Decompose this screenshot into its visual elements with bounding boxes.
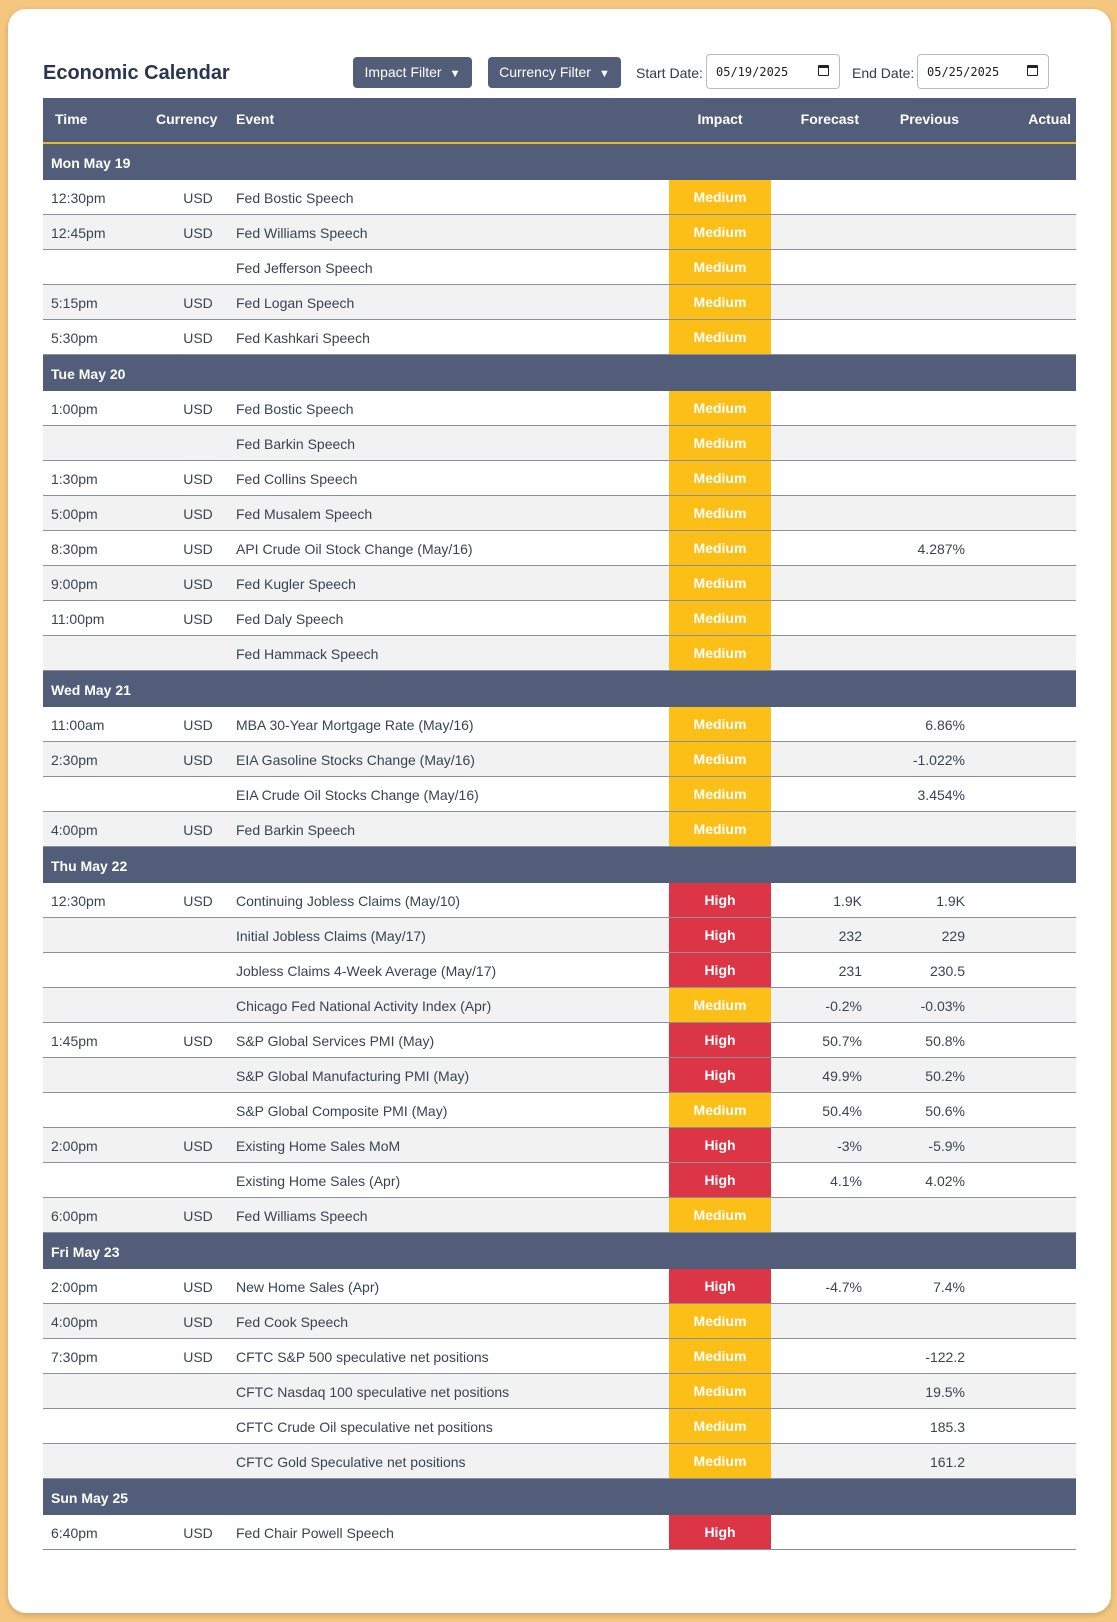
currency-cell: USD <box>183 225 213 241</box>
event-cell: Fed Barkin Speech <box>236 822 356 838</box>
time-cell: 5:00pm <box>51 506 98 522</box>
table-row[interactable] <box>43 1023 1076 1058</box>
impact-badge: High <box>669 1128 771 1162</box>
previous-cell: -122.2 <box>925 1349 965 1365</box>
column-header-actual[interactable]: Actual <box>1028 111 1071 127</box>
event-cell: Fed Collins Speech <box>236 471 358 487</box>
table-row[interactable] <box>43 988 1076 1023</box>
event-cell: EIA Gasoline Stocks Change (May/16) <box>236 752 475 768</box>
forecast-cell: 1.9K <box>833 893 862 909</box>
currency-cell: USD <box>183 401 213 417</box>
currency-cell: USD <box>183 1138 213 1154</box>
column-header-event[interactable]: Event <box>236 111 275 127</box>
table-row[interactable] <box>43 215 1076 250</box>
table-row[interactable] <box>43 1515 1076 1550</box>
table-row[interactable] <box>43 250 1076 285</box>
time-cell: 4:00pm <box>51 822 98 838</box>
start-date-input[interactable] <box>706 54 840 89</box>
time-cell: 12:45pm <box>51 225 106 241</box>
forecast-cell: -4.7% <box>825 1279 862 1295</box>
table-row[interactable] <box>43 496 1076 531</box>
day-label: Tue May 20 <box>51 366 126 382</box>
table-row[interactable] <box>43 1198 1076 1233</box>
currency-cell: USD <box>183 295 213 311</box>
impact-badge: Medium <box>669 601 771 635</box>
currency-cell: USD <box>183 1525 213 1541</box>
time-cell: 2:00pm <box>51 1138 98 1154</box>
time-cell: 11:00am <box>51 717 105 733</box>
impact-badge: Medium <box>669 1409 771 1443</box>
event-cell: Existing Home Sales MoM <box>236 1138 401 1154</box>
time-cell: 11:00pm <box>51 611 105 627</box>
previous-cell: -5.9% <box>928 1138 965 1154</box>
event-cell: Fed Bostic Speech <box>236 190 354 206</box>
day-label: Fri May 23 <box>51 1244 120 1260</box>
event-cell: Fed Cook Speech <box>236 1314 349 1330</box>
event-cell: S&P Global Composite PMI (May) <box>236 1103 448 1119</box>
impact-badge: High <box>669 953 771 987</box>
event-cell: New Home Sales (Apr) <box>236 1279 380 1295</box>
impact-badge: Medium <box>669 988 771 1022</box>
table-row[interactable] <box>43 566 1076 601</box>
table-row[interactable] <box>43 777 1076 812</box>
previous-cell: 7.4% <box>933 1279 965 1295</box>
table-row[interactable] <box>43 426 1076 461</box>
column-header-previous[interactable]: Previous <box>899 111 959 127</box>
currency-cell: USD <box>183 893 213 909</box>
impact-badge: Medium <box>669 461 771 495</box>
column-header-time[interactable]: Time <box>55 111 88 127</box>
table-row[interactable] <box>43 636 1076 671</box>
table-row[interactable] <box>43 1444 1076 1479</box>
table-header <box>43 98 1076 144</box>
event-cell: MBA 30-Year Mortgage Rate (May/16) <box>236 717 474 733</box>
impact-badge: High <box>669 918 771 952</box>
event-cell: Fed Kugler Speech <box>236 576 356 592</box>
forecast-cell: 231 <box>838 963 862 979</box>
forecast-cell: 49.9% <box>822 1068 862 1084</box>
previous-cell: 229 <box>941 928 965 944</box>
previous-cell: 50.2% <box>925 1068 965 1084</box>
previous-cell: 4.287% <box>917 541 965 557</box>
table-row[interactable] <box>43 1374 1076 1409</box>
day-header-row <box>43 847 1076 883</box>
previous-cell: -1.022% <box>912 752 965 768</box>
impact-badge: Medium <box>669 1339 771 1373</box>
forecast-cell: -0.2% <box>825 998 862 1014</box>
impact-filter-button[interactable] <box>353 57 472 88</box>
previous-cell: 6.86% <box>925 717 965 733</box>
table-row[interactable] <box>43 707 1076 742</box>
currency-cell: USD <box>183 541 213 557</box>
impact-badge: Medium <box>669 1093 771 1127</box>
currency-cell: USD <box>183 1314 213 1330</box>
event-cell: Fed Musalem Speech <box>236 506 373 522</box>
table-row[interactable] <box>43 1409 1076 1444</box>
time-cell: 1:00pm <box>51 401 98 417</box>
table-row[interactable] <box>43 320 1076 355</box>
impact-badge: Medium <box>669 812 771 846</box>
table-row[interactable] <box>43 742 1076 777</box>
impact-badge: Medium <box>669 426 771 460</box>
time-cell: 2:00pm <box>51 1279 98 1295</box>
calendar-header <box>43 47 1076 91</box>
impact-badge: Medium <box>669 1374 771 1408</box>
event-cell: Fed Williams Speech <box>236 225 368 241</box>
day-header-row <box>43 144 1076 180</box>
end-date-input[interactable] <box>917 54 1049 89</box>
previous-cell: 50.8% <box>925 1033 965 1049</box>
impact-badge: Medium <box>669 707 771 741</box>
impact-badge: Medium <box>669 285 771 319</box>
column-header-impact[interactable]: Impact <box>697 111 743 127</box>
table-row[interactable] <box>43 1304 1076 1339</box>
impact-badge: Medium <box>669 636 771 670</box>
table-row[interactable] <box>43 953 1076 988</box>
table-row[interactable] <box>43 1269 1076 1304</box>
event-cell: Fed Chair Powell Speech <box>236 1525 394 1541</box>
start-date-value: 05/19/2025 <box>716 65 789 79</box>
previous-cell: -0.03% <box>920 998 965 1014</box>
event-cell: CFTC S&P 500 speculative net positions <box>236 1349 489 1365</box>
end-date-value: 05/25/2025 <box>927 65 1000 79</box>
end-date-label: End Date: <box>852 65 915 81</box>
currency-cell: USD <box>183 717 213 733</box>
column-header-currency[interactable]: Currency <box>156 111 218 127</box>
impact-filter-label: Impact Filter <box>364 64 442 80</box>
impact-badge: High <box>669 883 771 917</box>
forecast-cell: -3% <box>837 1138 862 1154</box>
event-cell: S&P Global Manufacturing PMI (May) <box>236 1068 470 1084</box>
time-cell: 12:30pm <box>51 190 106 206</box>
currency-cell: USD <box>183 611 213 627</box>
forecast-cell: 50.4% <box>822 1103 862 1119</box>
caret-down-icon: ▼ <box>449 68 461 80</box>
day-header-row <box>43 355 1076 391</box>
table-row[interactable] <box>43 1128 1076 1163</box>
event-cell: Fed Jefferson Speech <box>236 260 373 276</box>
impact-badge: Medium <box>669 320 771 354</box>
day-header-row <box>43 671 1076 707</box>
impact-badge: Medium <box>669 742 771 776</box>
table-row[interactable] <box>43 285 1076 320</box>
impact-badge: High <box>669 1058 771 1092</box>
event-cell: Initial Jobless Claims (May/17) <box>236 928 426 944</box>
impact-badge: Medium <box>669 215 771 249</box>
impact-badge: High <box>669 1269 771 1303</box>
event-cell: EIA Crude Oil Stocks Change (May/16) <box>236 787 479 803</box>
table-row[interactable] <box>43 391 1076 426</box>
day-header-row <box>43 1233 1076 1269</box>
table-row[interactable] <box>43 180 1076 215</box>
event-cell: API Crude Oil Stock Change (May/16) <box>236 541 473 557</box>
table-body <box>43 144 1076 1550</box>
previous-cell: 3.454% <box>917 787 965 803</box>
currency-cell: USD <box>183 1208 213 1224</box>
event-cell: Continuing Jobless Claims (May/10) <box>236 893 461 909</box>
event-cell: S&P Global Services PMI (May) <box>236 1033 435 1049</box>
event-cell: CFTC Crude Oil speculative net positions <box>236 1419 493 1435</box>
time-cell: 7:30pm <box>51 1349 98 1365</box>
currency-cell: USD <box>183 752 213 768</box>
table-row[interactable] <box>43 1093 1076 1128</box>
currency-cell: USD <box>183 190 213 206</box>
impact-badge: Medium <box>669 1304 771 1338</box>
previous-cell: 161.2 <box>929 1454 965 1470</box>
impact-badge: Medium <box>669 250 771 284</box>
calendar-table <box>43 98 1076 1550</box>
forecast-cell: 4.1% <box>830 1173 862 1189</box>
event-cell: CFTC Gold Speculative net positions <box>236 1454 466 1470</box>
calendar-icon[interactable] <box>818 65 829 76</box>
previous-cell: 4.02% <box>925 1173 965 1189</box>
event-cell: Fed Hammack Speech <box>236 646 379 662</box>
impact-badge: High <box>669 1023 771 1057</box>
previous-cell: 1.9K <box>936 893 965 909</box>
currency-cell: USD <box>183 471 213 487</box>
impact-badge: Medium <box>669 496 771 530</box>
impact-badge: Medium <box>669 1444 771 1478</box>
table-row[interactable] <box>43 1163 1076 1198</box>
table-row[interactable] <box>43 531 1076 566</box>
currency-cell: USD <box>183 330 213 346</box>
impact-badge: Medium <box>669 777 771 811</box>
event-cell: CFTC Nasdaq 100 speculative net positions <box>236 1384 510 1400</box>
day-label: Thu May 22 <box>51 858 128 874</box>
previous-cell: 50.6% <box>925 1103 965 1119</box>
previous-cell: 230.5 <box>929 963 965 979</box>
table-row[interactable] <box>43 1339 1076 1374</box>
time-cell: 2:30pm <box>51 752 98 768</box>
forecast-cell: 50.7% <box>822 1033 862 1049</box>
impact-badge: Medium <box>669 391 771 425</box>
calendar-card <box>8 9 1111 1613</box>
time-cell: 6:00pm <box>51 1208 98 1224</box>
currency-cell: USD <box>183 1279 213 1295</box>
impact-badge: Medium <box>669 531 771 565</box>
impact-badge: Medium <box>669 180 771 214</box>
event-cell: Existing Home Sales (Apr) <box>236 1173 401 1189</box>
page-title: Economic Calendar <box>43 62 230 84</box>
time-cell: 6:40pm <box>51 1525 98 1541</box>
time-cell: 4:00pm <box>51 1314 98 1330</box>
currency-filter-label: Currency Filter <box>499 64 591 80</box>
currency-cell: USD <box>183 576 213 592</box>
impact-badge: Medium <box>669 566 771 600</box>
table-row[interactable] <box>43 461 1076 496</box>
event-cell: Fed Barkin Speech <box>236 436 356 452</box>
previous-cell: 19.5% <box>925 1384 965 1400</box>
currency-cell: USD <box>183 1033 213 1049</box>
time-cell: 1:45pm <box>51 1033 98 1049</box>
event-cell: Fed Logan Speech <box>236 295 355 311</box>
day-label: Mon May 19 <box>51 155 131 171</box>
previous-cell: 185.3 <box>929 1419 965 1435</box>
table-row[interactable] <box>43 1058 1076 1093</box>
time-cell: 5:15pm <box>51 295 98 311</box>
impact-badge: Medium <box>669 1198 771 1232</box>
currency-cell: USD <box>183 822 213 838</box>
table-row[interactable] <box>43 883 1076 918</box>
event-cell: Fed Williams Speech <box>236 1208 368 1224</box>
time-cell: 1:30pm <box>51 471 98 487</box>
time-cell: 5:30pm <box>51 330 98 346</box>
day-label: Wed May 21 <box>51 682 131 698</box>
time-cell: 12:30pm <box>51 893 106 909</box>
currency-cell: USD <box>183 506 213 522</box>
forecast-cell: 232 <box>838 928 862 944</box>
impact-badge: High <box>669 1515 771 1549</box>
calendar-icon[interactable] <box>1027 65 1038 76</box>
table-row[interactable] <box>43 601 1076 636</box>
start-date-label: Start Date: <box>636 65 703 81</box>
event-cell: Fed Daly Speech <box>236 611 344 627</box>
column-header-forecast[interactable]: Forecast <box>800 111 859 127</box>
currency-cell: USD <box>183 1349 213 1365</box>
day-header-row <box>43 1479 1076 1515</box>
day-label: Sun May 25 <box>51 1490 129 1506</box>
event-cell: Jobless Claims 4-Week Average (May/17) <box>236 963 497 979</box>
event-cell: Fed Kashkari Speech <box>236 330 370 346</box>
table-row[interactable] <box>43 812 1076 847</box>
time-cell: 9:00pm <box>51 576 98 592</box>
caret-down-icon: ▼ <box>598 68 610 80</box>
event-cell: Chicago Fed National Activity Index (Apr) <box>236 998 492 1014</box>
time-cell: 8:30pm <box>51 541 98 557</box>
currency-filter-button[interactable] <box>488 57 621 88</box>
event-cell: Fed Bostic Speech <box>236 401 354 417</box>
table-row[interactable] <box>43 918 1076 953</box>
impact-badge: High <box>669 1163 771 1197</box>
